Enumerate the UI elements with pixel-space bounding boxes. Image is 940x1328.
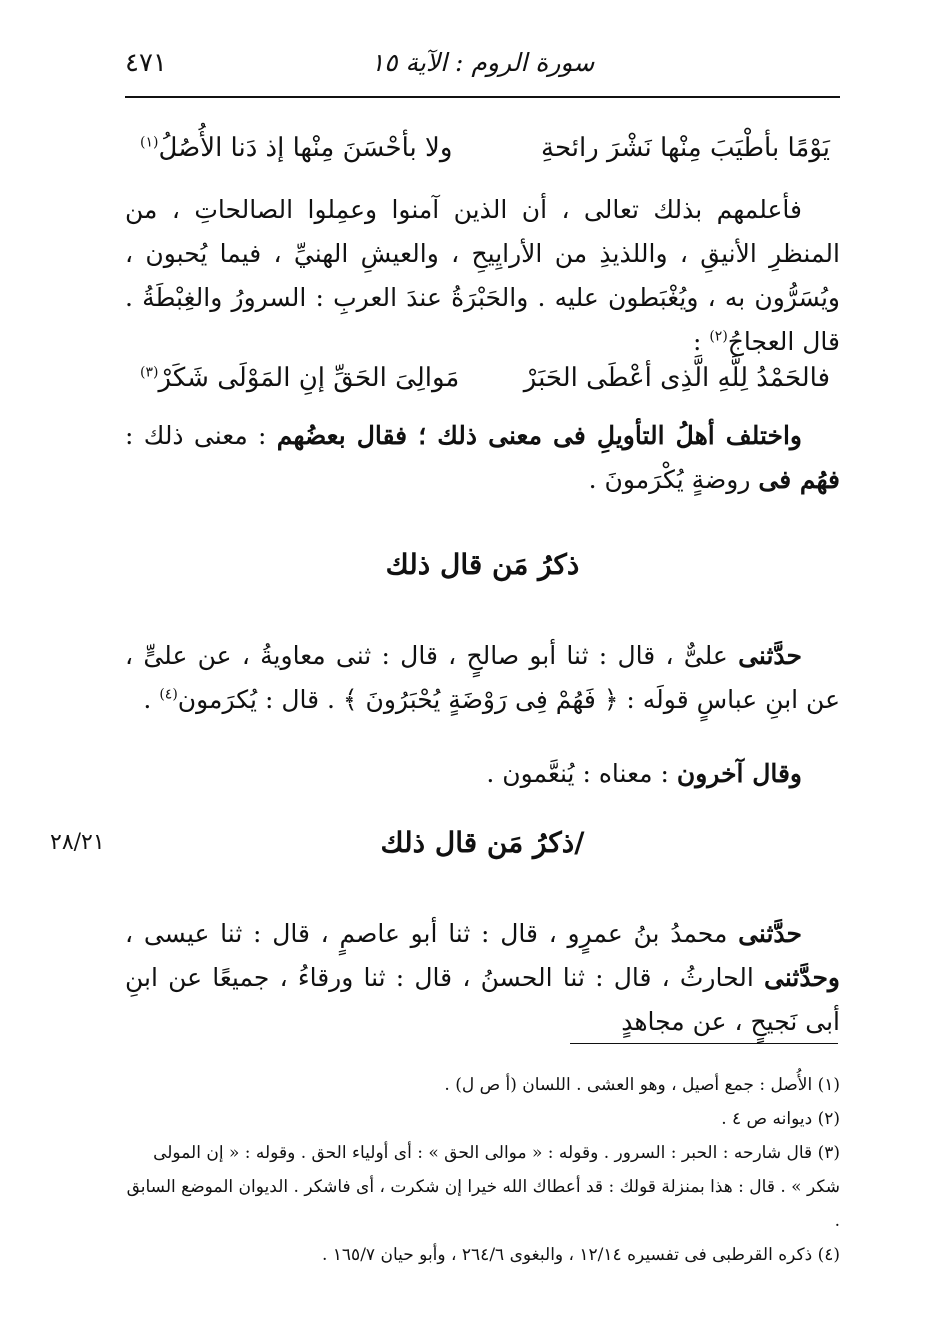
paragraph-5-bold: حدَّثنى [738, 919, 802, 948]
paragraph-3-end: . [143, 685, 160, 714]
verse-1-hemistich-1: يَوْمًا بأطْيَبَ مِنْها نَشْرَ رائحةِ [541, 133, 830, 163]
section-heading-1: ذكرُ مَن قال ذلك [385, 548, 580, 581]
paragraph-2-rest: روضةٍ يُكْرَمونَ . [588, 465, 759, 494]
running-head: سورة الروم : الآية ١٥ [370, 48, 595, 77]
paragraph-2-text: : معنى ذلك : [125, 421, 277, 450]
paragraph-5-bold-2: وحدَّثنى [764, 963, 840, 992]
footnote-ref-2[interactable]: (٢) [709, 328, 728, 345]
footnote-ref-3[interactable]: (٣) [140, 364, 159, 381]
paragraph-3-text: علىٌّ ، قال : ثنا أبو صالحٍ ، قال : ثنى معاويةُ ، عن علىٍّ ، عن ابنِ عباسٍ قولَه : ﴿ فَهُمْ فِى رَوْضَةٍ يُحْبَرُونَ ﴾ . قال : يُكرَمون [125, 641, 840, 714]
footnote-1: (١) الأُصل : جمع أصيل ، وهو العشى . اللسان (أ ص ل) . [444, 1075, 840, 1095]
paragraph-4-text: : معناه : يُنعَّمون . [486, 759, 677, 788]
verse-1-hemistich-2-text: ولا بأحْسَنَ مِنْها إذ دَنا الأُصُلُ [158, 133, 453, 163]
paragraph-5 [125, 912, 840, 1044]
paragraph-3 [125, 634, 840, 722]
paragraph-1 [125, 188, 840, 364]
verse-2-hemistich-2-text: مَوالِىَ الحَقِّ إنِ المَوْلَى شَكَرْ [158, 363, 460, 393]
paragraph-1-text: فأعلمهم بذلك تعالى ، أن الذين آمنوا وعمِلوا الصالحاتِ ، من المنظرِ الأنيقِ ، واللذيذِ من الأرايِيحِ ، والعيشِ الهنيِّ ، فيما يُحبون ، ويُسَرُّون به ، ويُغْبَطون عليه . والحَبْرَةُ عندَ العربِ : السرورُ والغِبْطَةُ . قال العجاجُ [125, 195, 840, 356]
margin-reference: ٢٨/٢١ [50, 830, 105, 855]
footnotes [125, 1068, 840, 1272]
paragraph-2-bold-2: فهُم فى [758, 465, 840, 494]
footnote-4: (٤) ذكره القرطبى فى تفسيره ١٢/١٤ ، والبغوى ٢٦٤/٦ ، وأبو حيان ١٦٥/٧ . [321, 1245, 840, 1265]
paragraph-4-bold: وقال آخرون [676, 759, 802, 788]
section-heading-2: /ذكرُ مَن قال ذلك [380, 826, 585, 859]
header-rule [125, 96, 840, 98]
verse-2 [140, 358, 830, 398]
paragraph-1-end: : [692, 327, 710, 356]
paragraph-5-text-1: محمدُ بنُ عمرٍو ، قال : ثنا أبو عاصمٍ ، قال : ثنا عيسى ، [125, 919, 739, 948]
page-number: ٤٧١ [125, 48, 167, 78]
verse-1 [140, 128, 830, 168]
verse-1-hemistich-2 [140, 128, 452, 168]
footnote-2: (٢) ديوانه ص ٤ . [721, 1109, 840, 1129]
paragraph-4 [125, 752, 840, 796]
page-header [125, 42, 840, 92]
paragraph-2 [125, 414, 840, 502]
paragraph-3-bold: حدَّثنى [738, 641, 802, 670]
paragraph-2-bold: واختلف أهلُ التأويلِ فى معنى ذلك ؛ فقال بعضُهم [276, 421, 802, 450]
footnote-ref-4[interactable]: (٤) [159, 686, 178, 703]
verse-2-hemistich-1: فالحَمْدُ لِلَّهِ الَّذِى أعْطَى الحَبَرْ [523, 363, 830, 393]
paragraph-5-text-2: الحارثُ ، قال : ثنا الحسنُ ، قال : ثنا ورقاءُ ، جميعًا عن ابنِ أبى نَجيحٍ ، عن مجاهدٍ [125, 963, 840, 1036]
footnote-ref-1[interactable]: (١) [140, 134, 159, 151]
footnote-rule [570, 1043, 838, 1044]
verse-2-hemistich-2 [140, 358, 459, 398]
footnote-3: (٣) قال شارحه : الحبر : السرور . وقوله : « موالى الحق » : أى أولياء الحق . وقوله : « إن المولى شكر » . قال : هذا بمنزلة قولك : قد أعطاك الله خيرا إن شكرت ، أى فاشكر . الديوان الموضع السابق . [126, 1143, 840, 1231]
